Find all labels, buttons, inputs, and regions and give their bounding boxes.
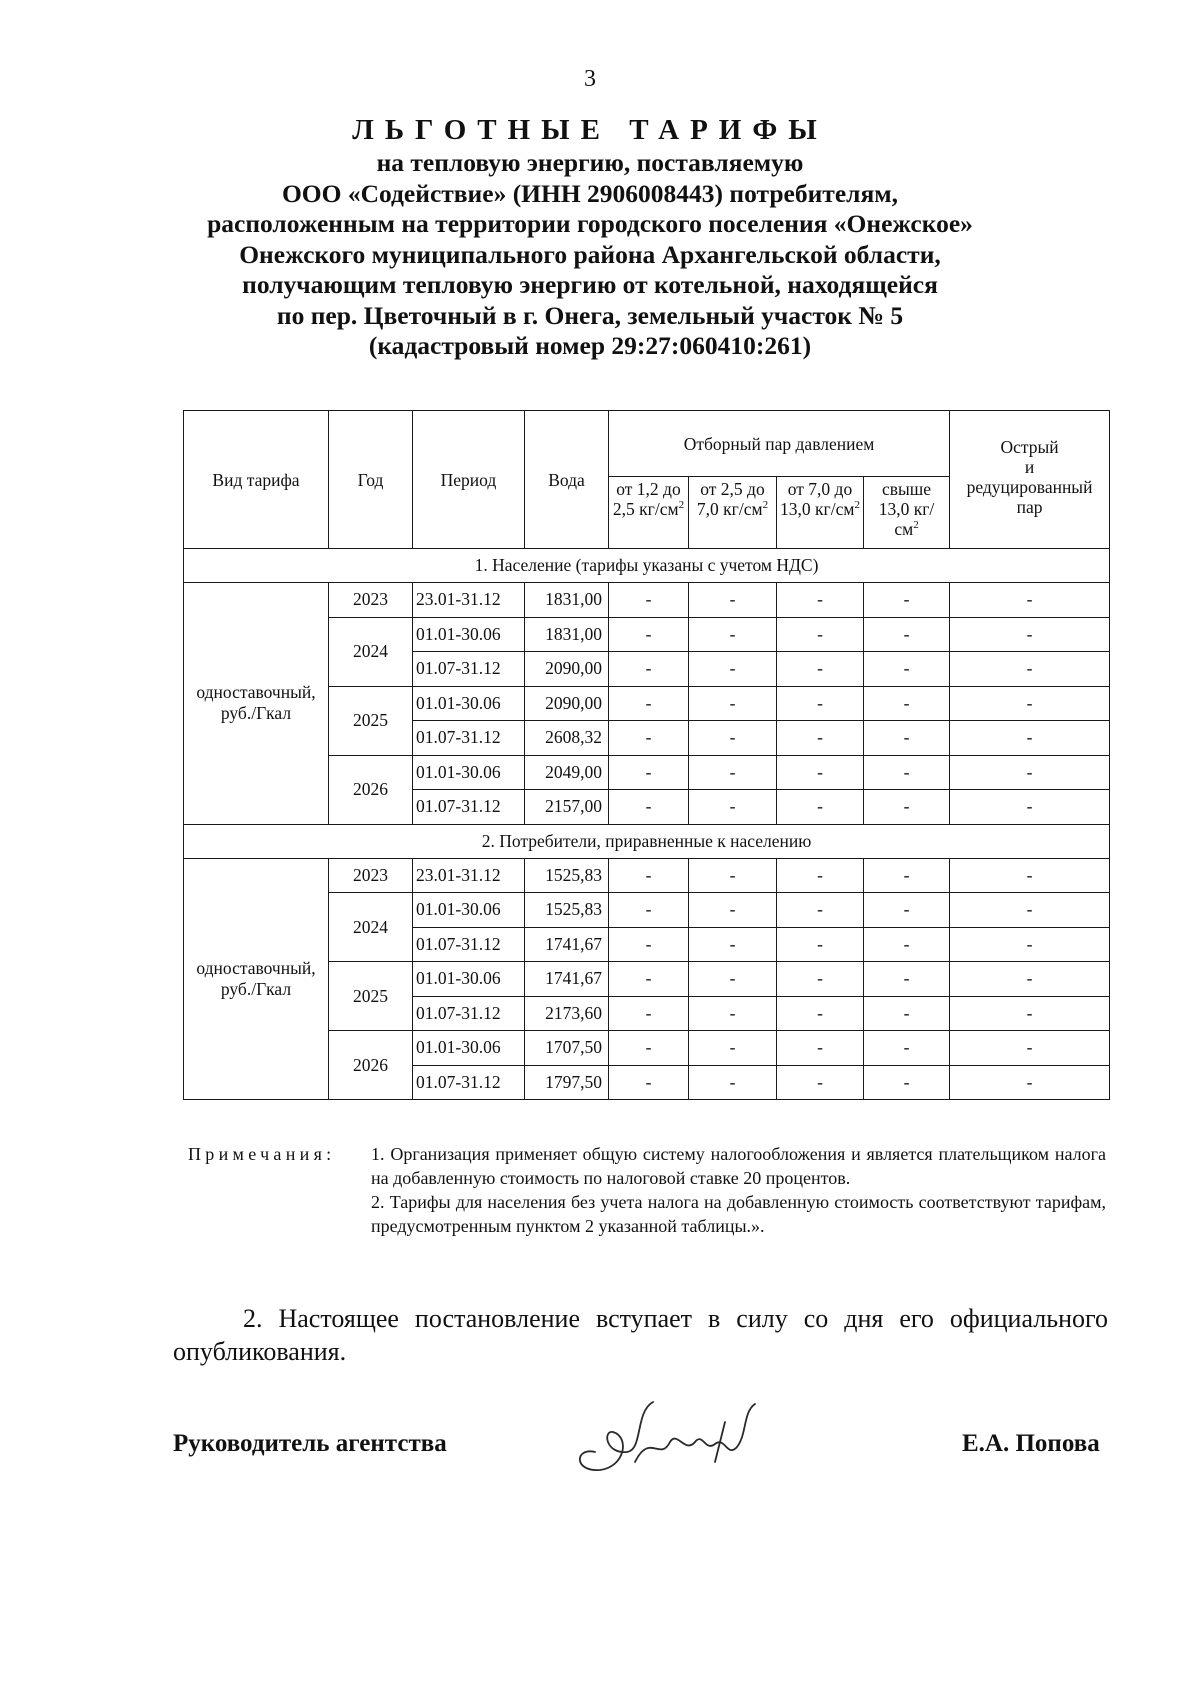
year-cell: 2025 [329, 962, 413, 1031]
dash-cell: - [777, 1065, 864, 1100]
dash-cell: - [950, 962, 1110, 997]
water-cell: 2090,00 [525, 652, 609, 687]
dash-cell: - [609, 583, 689, 618]
dash-cell: - [950, 721, 1110, 756]
dash-cell: - [777, 996, 864, 1031]
header-steam-2: от 2,5 до 7,0 $кг/см^2$ [689, 477, 777, 549]
header-water: Вода [525, 411, 609, 549]
dash-cell: - [950, 790, 1110, 825]
dash-cell: - [864, 686, 950, 721]
dash-cell: - [777, 617, 864, 652]
section-row [184, 824, 1110, 858]
water-cell: 1797,50 [525, 1065, 609, 1100]
title-main: ЛЬГОТНЫЕ ТАРИФЫ [352, 114, 828, 146]
section-title: 2. Потребители, приравненные к населению [184, 824, 1110, 858]
dash-cell: - [864, 996, 950, 1031]
period-cell: 01.01-30.06 [413, 962, 525, 997]
tariff-type-cell: одноставочный, руб./Гкал [184, 858, 329, 1100]
dash-cell: - [950, 652, 1110, 687]
dash-cell: - [689, 1031, 777, 1066]
period-cell: 01.01-30.06 [413, 893, 525, 928]
dash-cell: - [689, 617, 777, 652]
dash-cell: - [864, 652, 950, 687]
dash-cell: - [689, 858, 777, 893]
dash-cell: - [864, 962, 950, 997]
dash-cell: - [864, 893, 950, 928]
year-cell: 2023 [329, 858, 413, 893]
dash-cell: - [864, 1065, 950, 1100]
dash-cell: - [609, 858, 689, 893]
period-cell: 01.07-31.12 [413, 721, 525, 756]
dash-cell: - [864, 790, 950, 825]
period-cell: 01.07-31.12 [413, 1065, 525, 1100]
dash-cell: - [609, 686, 689, 721]
dash-cell: - [689, 721, 777, 756]
header-sharp-line: редуцированный пар [966, 477, 1093, 517]
dash-cell: - [864, 583, 950, 618]
notes-label: Примечания: [188, 1144, 336, 1164]
water-cell: 1525,83 [525, 893, 609, 928]
dash-cell: - [864, 1031, 950, 1066]
dash-cell: - [609, 1031, 689, 1066]
year-cell: 2024 [329, 893, 413, 962]
dash-cell: - [777, 686, 864, 721]
dash-cell: - [609, 962, 689, 997]
dash-cell: - [864, 617, 950, 652]
section-title: 1. Население (тарифы указаны с учетом НДС) [184, 549, 1110, 583]
dash-cell: - [777, 927, 864, 962]
period-cell: 01.01-30.06 [413, 617, 525, 652]
title-line: на тепловую энергию, поставляемую [376, 148, 804, 177]
period-cell: 01.07-31.12 [413, 652, 525, 687]
dash-cell: - [609, 1065, 689, 1100]
water-cell: 1741,67 [525, 927, 609, 962]
header-steam-3: от 7,0 до 13,0 $кг/см^2$ [777, 477, 864, 549]
document-title [0, 112, 1180, 362]
water-cell: 2157,00 [525, 790, 609, 825]
dash-cell: - [689, 962, 777, 997]
dash-cell: - [950, 858, 1110, 893]
dash-cell: - [777, 652, 864, 687]
signatory-name: Е.А. Попова [962, 1430, 1100, 1457]
dash-cell: - [689, 1065, 777, 1100]
year-cell: 2026 [329, 755, 413, 824]
dash-cell: - [950, 927, 1110, 962]
water-cell: 2608,32 [525, 721, 609, 756]
header-sharp-line: Острый [1000, 437, 1059, 457]
period-cell: 01.01-30.06 [413, 686, 525, 721]
year-cell: 2023 [329, 583, 413, 618]
header-sharp-line: и [1024, 457, 1035, 477]
dash-cell: - [864, 721, 950, 756]
dash-cell: - [689, 996, 777, 1031]
header-steam-group: Отборный пар давлением [609, 411, 950, 477]
header-steam-4: свыше 13,0 $кг/см^2$ [864, 477, 950, 549]
effective-clause: 2. Настоящее постановление вступает в силу со дня его официального опубликования. [173, 1304, 1108, 1366]
header-year: Год [329, 411, 413, 549]
tariff-table [183, 410, 1110, 1100]
dash-cell: - [609, 927, 689, 962]
dash-cell: - [950, 1065, 1110, 1100]
water-cell: 1741,67 [525, 962, 609, 997]
water-cell: 2173,60 [525, 996, 609, 1031]
period-cell: 01.01-30.06 [413, 755, 525, 790]
water-cell: 1831,00 [525, 617, 609, 652]
dash-cell: - [609, 721, 689, 756]
dash-cell: - [689, 686, 777, 721]
dash-cell: - [609, 996, 689, 1031]
period-cell: 01.07-31.12 [413, 790, 525, 825]
period-cell: 23.01-31.12 [413, 858, 525, 893]
dash-cell: - [950, 617, 1110, 652]
dash-cell: - [689, 927, 777, 962]
note-item: 1. Организация применяет общую систему налогообложения и является плательщиком налога на добавленную стоимость по налоговой ставке 20 процентов. [371, 1144, 1106, 1188]
handwritten-signature [565, 1392, 775, 1492]
signatory-role: Руководитель агентства [173, 1430, 447, 1457]
tariff-type-cell: одноставочный, руб./Гкал [184, 583, 329, 825]
dash-cell: - [777, 858, 864, 893]
period-cell: 23.01-31.12 [413, 583, 525, 618]
header-period: Период [413, 411, 525, 549]
tariff-table-body [184, 549, 1110, 1100]
dash-cell: - [609, 617, 689, 652]
dash-cell: - [864, 858, 950, 893]
section-row [184, 549, 1110, 583]
dash-cell: - [950, 686, 1110, 721]
title-line: (кадастровый номер 29:27:060410:261) [368, 331, 812, 360]
note-item: 2. Тарифы для населения без учета налога на добавленную стоимость соответствуют тарифам, предусмотренным пунктом 2 указанной таблицы.». [371, 1192, 1106, 1236]
dash-cell: - [609, 755, 689, 790]
dash-cell: - [777, 1031, 864, 1066]
dash-cell: - [950, 996, 1110, 1031]
dash-cell: - [689, 583, 777, 618]
dash-cell: - [689, 893, 777, 928]
dash-cell: - [689, 755, 777, 790]
water-cell: 1525,83 [525, 858, 609, 893]
dash-cell: - [689, 652, 777, 687]
dash-cell: - [609, 652, 689, 687]
dash-cell: - [777, 893, 864, 928]
water-cell: 1707,50 [525, 1031, 609, 1066]
dash-cell: - [777, 721, 864, 756]
dash-cell: - [609, 790, 689, 825]
year-cell: 2026 [329, 1031, 413, 1100]
year-cell: 2025 [329, 686, 413, 755]
page-number: 3 [584, 66, 596, 92]
title-line: расположенным на территории городского поселения «Онежское» [207, 209, 973, 238]
dash-cell: - [950, 755, 1110, 790]
dash-cell: - [777, 790, 864, 825]
table-row [184, 583, 1110, 618]
header-steam-1: от 1,2 до 2,5 $кг/см^2$ [609, 477, 689, 549]
dash-cell: - [864, 927, 950, 962]
title-line: Онежского муниципального района Архангельской области, [239, 239, 941, 269]
header-tariff-type: Вид тарифа [184, 411, 329, 549]
table-row [184, 858, 1110, 893]
dash-cell: - [950, 583, 1110, 618]
dash-cell: - [777, 583, 864, 618]
dash-cell: - [777, 755, 864, 790]
header-sharp-steam [950, 411, 1110, 549]
dash-cell: - [777, 962, 864, 997]
dash-cell: - [689, 790, 777, 825]
title-line: ООО «Содействие» (ИНН 2906008443) потребителям, [281, 178, 899, 208]
period-cell: 01.07-31.12 [413, 927, 525, 962]
water-cell: 2049,00 [525, 755, 609, 790]
year-cell: 2024 [329, 617, 413, 686]
period-cell: 01.07-31.12 [413, 996, 525, 1031]
title-line: получающим тепловую энергию от котельной, находящейся [242, 270, 938, 299]
dash-cell: - [864, 755, 950, 790]
title-line: по пер. Цветочный в г. Онега, земельный участок № 5 [276, 300, 904, 330]
period-cell: 01.01-30.06 [413, 1031, 525, 1066]
dash-cell: - [950, 1031, 1110, 1066]
water-cell: 1831,00 [525, 583, 609, 618]
water-cell: 2090,00 [525, 686, 609, 721]
dash-cell: - [950, 893, 1110, 928]
dash-cell: - [609, 893, 689, 928]
